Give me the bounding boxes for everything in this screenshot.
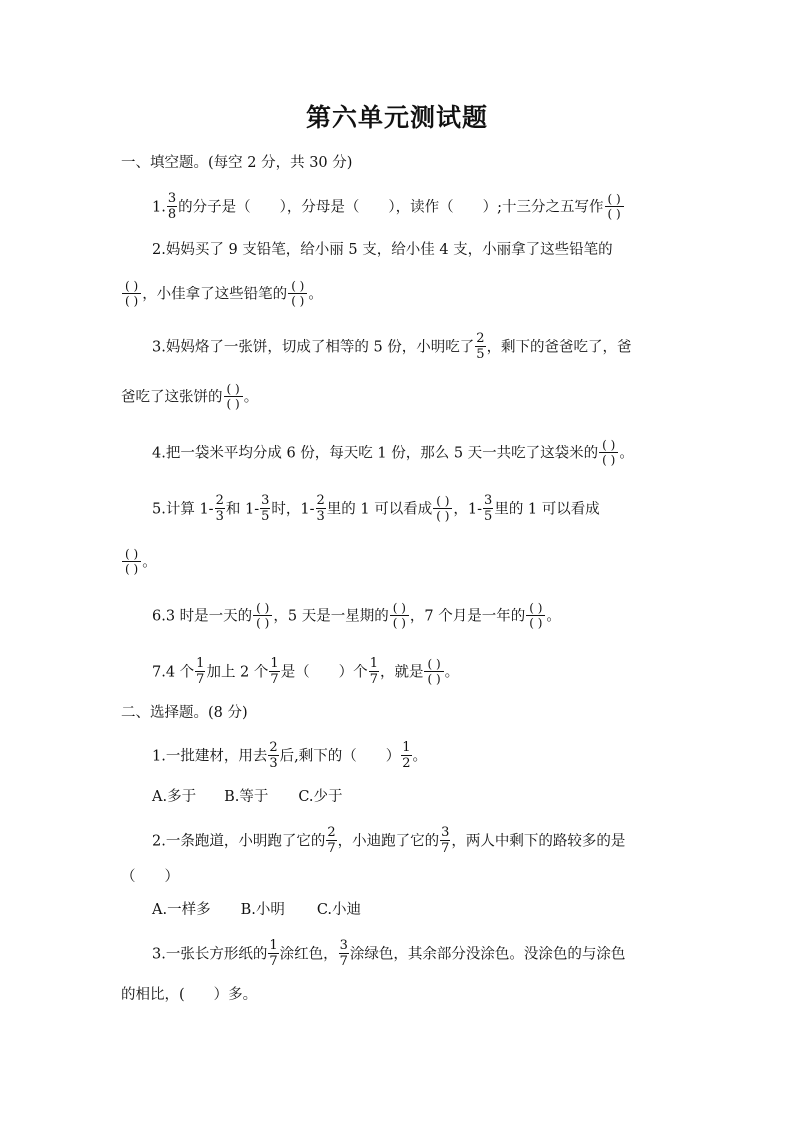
q7-text-b: 加上 2 个 (206, 664, 269, 681)
question-7 (152, 658, 459, 687)
q7-end: 。 (444, 664, 460, 681)
fraction-1-7: $\frac{1}{7}$ (196, 656, 205, 687)
answer-blank-fraction[interactable]: $\frac{( )}{( )}$ (253, 602, 272, 629)
c1-end: 。 (412, 748, 428, 765)
question-6 (152, 603, 561, 630)
q2-mid: ，小佳拿了这些铅笔的 (142, 286, 288, 303)
option-c[interactable]: C.小迪 (316, 902, 362, 918)
section-heading-fill-in: 一、填空题。(每空 2 分，共 30 分) (121, 155, 353, 171)
answer-blank-fraction[interactable]: $\frac{( )}{( )}$ (288, 280, 307, 307)
answer-blank-fraction[interactable]: $\frac{( )}{( )}$ (605, 193, 624, 220)
question-3-line1 (152, 333, 632, 362)
fraction-3-5: $\frac{3}{5}$ (484, 493, 493, 524)
q6-text-a: 6.3 时是一天的 (152, 608, 253, 625)
option-b[interactable]: B.等于 (224, 789, 269, 805)
q5-text-c: 时，1- (271, 501, 315, 518)
q4-text: 4.把一袋米平均分成 6 份，每天吃 1 份，那么 5 天一共吃了这袋米的 (152, 445, 599, 462)
q6-text-b: ，5 天是一星期的 (273, 608, 389, 625)
question-5-line2 (121, 549, 157, 576)
q5-text-b: 和 1- (225, 501, 260, 518)
answer-blank-fraction[interactable]: $\frac{( )}{( )}$ (122, 280, 141, 307)
c3-text-b: 涂红色， (279, 946, 338, 963)
fraction-2-3: $\frac{2}{3}$ (215, 493, 224, 524)
question-2-line1: 2.妈妈买了 9 支铅笔，给小丽 5 支，给小佳 4 支，小丽拿了这些铅笔的 (152, 242, 613, 258)
option-c[interactable]: C.少于 (298, 789, 343, 805)
q5-end: 。 (142, 554, 157, 571)
answer-blank-fraction[interactable]: $\frac{( )}{( )}$ (433, 495, 452, 522)
option-b[interactable]: B.小明 (240, 902, 285, 918)
choice-question-3 (152, 940, 625, 969)
fraction-3-7: $\frac{3}{7}$ (441, 825, 450, 856)
answer-blank-fraction[interactable]: $\frac{( )}{( )}$ (122, 548, 141, 575)
fraction-3-8: $\frac{3}{8}$ (167, 191, 177, 222)
q1-prefix: 1. (152, 199, 166, 216)
q7-text-d: ，就是 (379, 664, 424, 681)
option-a[interactable]: A.多于 (152, 789, 197, 805)
answer-blank-fraction[interactable]: $\frac{( )}{( )}$ (526, 602, 545, 629)
choice-question-2 (152, 827, 625, 856)
q7-text-a: 7.4 个 (152, 664, 195, 681)
c1-text-a: 1.一批建材，用去 (152, 748, 268, 765)
fraction-1-7: $\frac{1}{7}$ (269, 938, 278, 969)
choice-1-options (152, 786, 343, 808)
q3-text-a: 3.妈妈烙了一张饼，切成了相等的 5 份，小明吃了 (152, 339, 475, 356)
question-3-line2 (121, 384, 258, 411)
answer-blank-fraction[interactable]: $\frac{( )}{( )}$ (224, 383, 243, 410)
c2-text-a: 2.一条跑道，小明跑了它的 (152, 833, 326, 850)
c2-text-c: ，两人中剩下的路较多的是 (451, 833, 626, 850)
fraction-2-3: $\frac{2}{3}$ (269, 740, 278, 771)
c3-text-c: 涂绿色，其余部分没涂色。没涂色的与涂色 (349, 946, 626, 963)
c3-text-a: 3.一张长方形纸的 (152, 946, 268, 963)
fraction-1-7: $\frac{1}{7}$ (270, 656, 279, 687)
q1-text: 的分子是（ ），分母是（ ），读作（ ）;十三分之五写作 (178, 199, 604, 216)
question-5-line1 (152, 495, 600, 524)
question-1 (152, 193, 625, 222)
q4-end: 。 (619, 445, 634, 462)
fraction-2-3: $\frac{2}{3}$ (316, 493, 325, 524)
fraction-3-7: $\frac{3}{7}$ (339, 938, 348, 969)
q5-text-f: 里的 1 可以看成 (494, 501, 600, 518)
q5-text-a: 5.计算 1- (152, 501, 214, 518)
c1-text-b: 后,剩下的（ ） (279, 748, 401, 765)
fraction-2-7: $\frac{2}{7}$ (327, 825, 336, 856)
fraction-1-7: $\frac{1}{7}$ (369, 656, 378, 687)
q6-text-c: ，7 个月是一年的 (409, 608, 526, 625)
q6-end: 。 (546, 608, 561, 625)
q3-text-b: ，剩下的爸爸吃了，爸 (486, 339, 632, 356)
q3-end: 。 (243, 389, 259, 406)
choice-question-1 (152, 742, 427, 771)
c2-text-b: ，小迪跑了它的 (337, 833, 440, 850)
q3-line2-text: 爸吃了这张饼的 (121, 389, 223, 406)
option-a[interactable]: A.一样多 (152, 902, 211, 918)
fraction-1-2: $\frac{1}{2}$ (402, 740, 411, 771)
question-2-line2 (121, 281, 323, 308)
answer-blank-fraction[interactable]: $\frac{( )}{( )}$ (390, 602, 409, 629)
q5-text-d: 里的 1 可以看成 (326, 501, 433, 518)
fraction-3-5: $\frac{3}{5}$ (261, 493, 270, 524)
choice-3-line2: 的相比，( ）多。 (121, 987, 258, 1003)
choice-2-options (152, 899, 361, 921)
choice-2-answer-paren[interactable]: （ ） (121, 869, 179, 885)
q5-text-e: ，1- (453, 501, 483, 518)
q7-text-c: 是（ ）个 (280, 664, 368, 681)
fraction-2-5: $\frac{2}{5}$ (476, 331, 485, 362)
question-4 (152, 440, 634, 467)
section-heading-choice: 二、选择题。(8 分) (121, 705, 248, 721)
answer-blank-fraction[interactable]: $\frac{( )}{( )}$ (599, 439, 618, 466)
page-title: 第六单元测试题 (305, 103, 488, 132)
q2-end: 。 (308, 286, 323, 303)
answer-blank-fraction[interactable]: $\frac{( )}{( )}$ (424, 658, 443, 685)
